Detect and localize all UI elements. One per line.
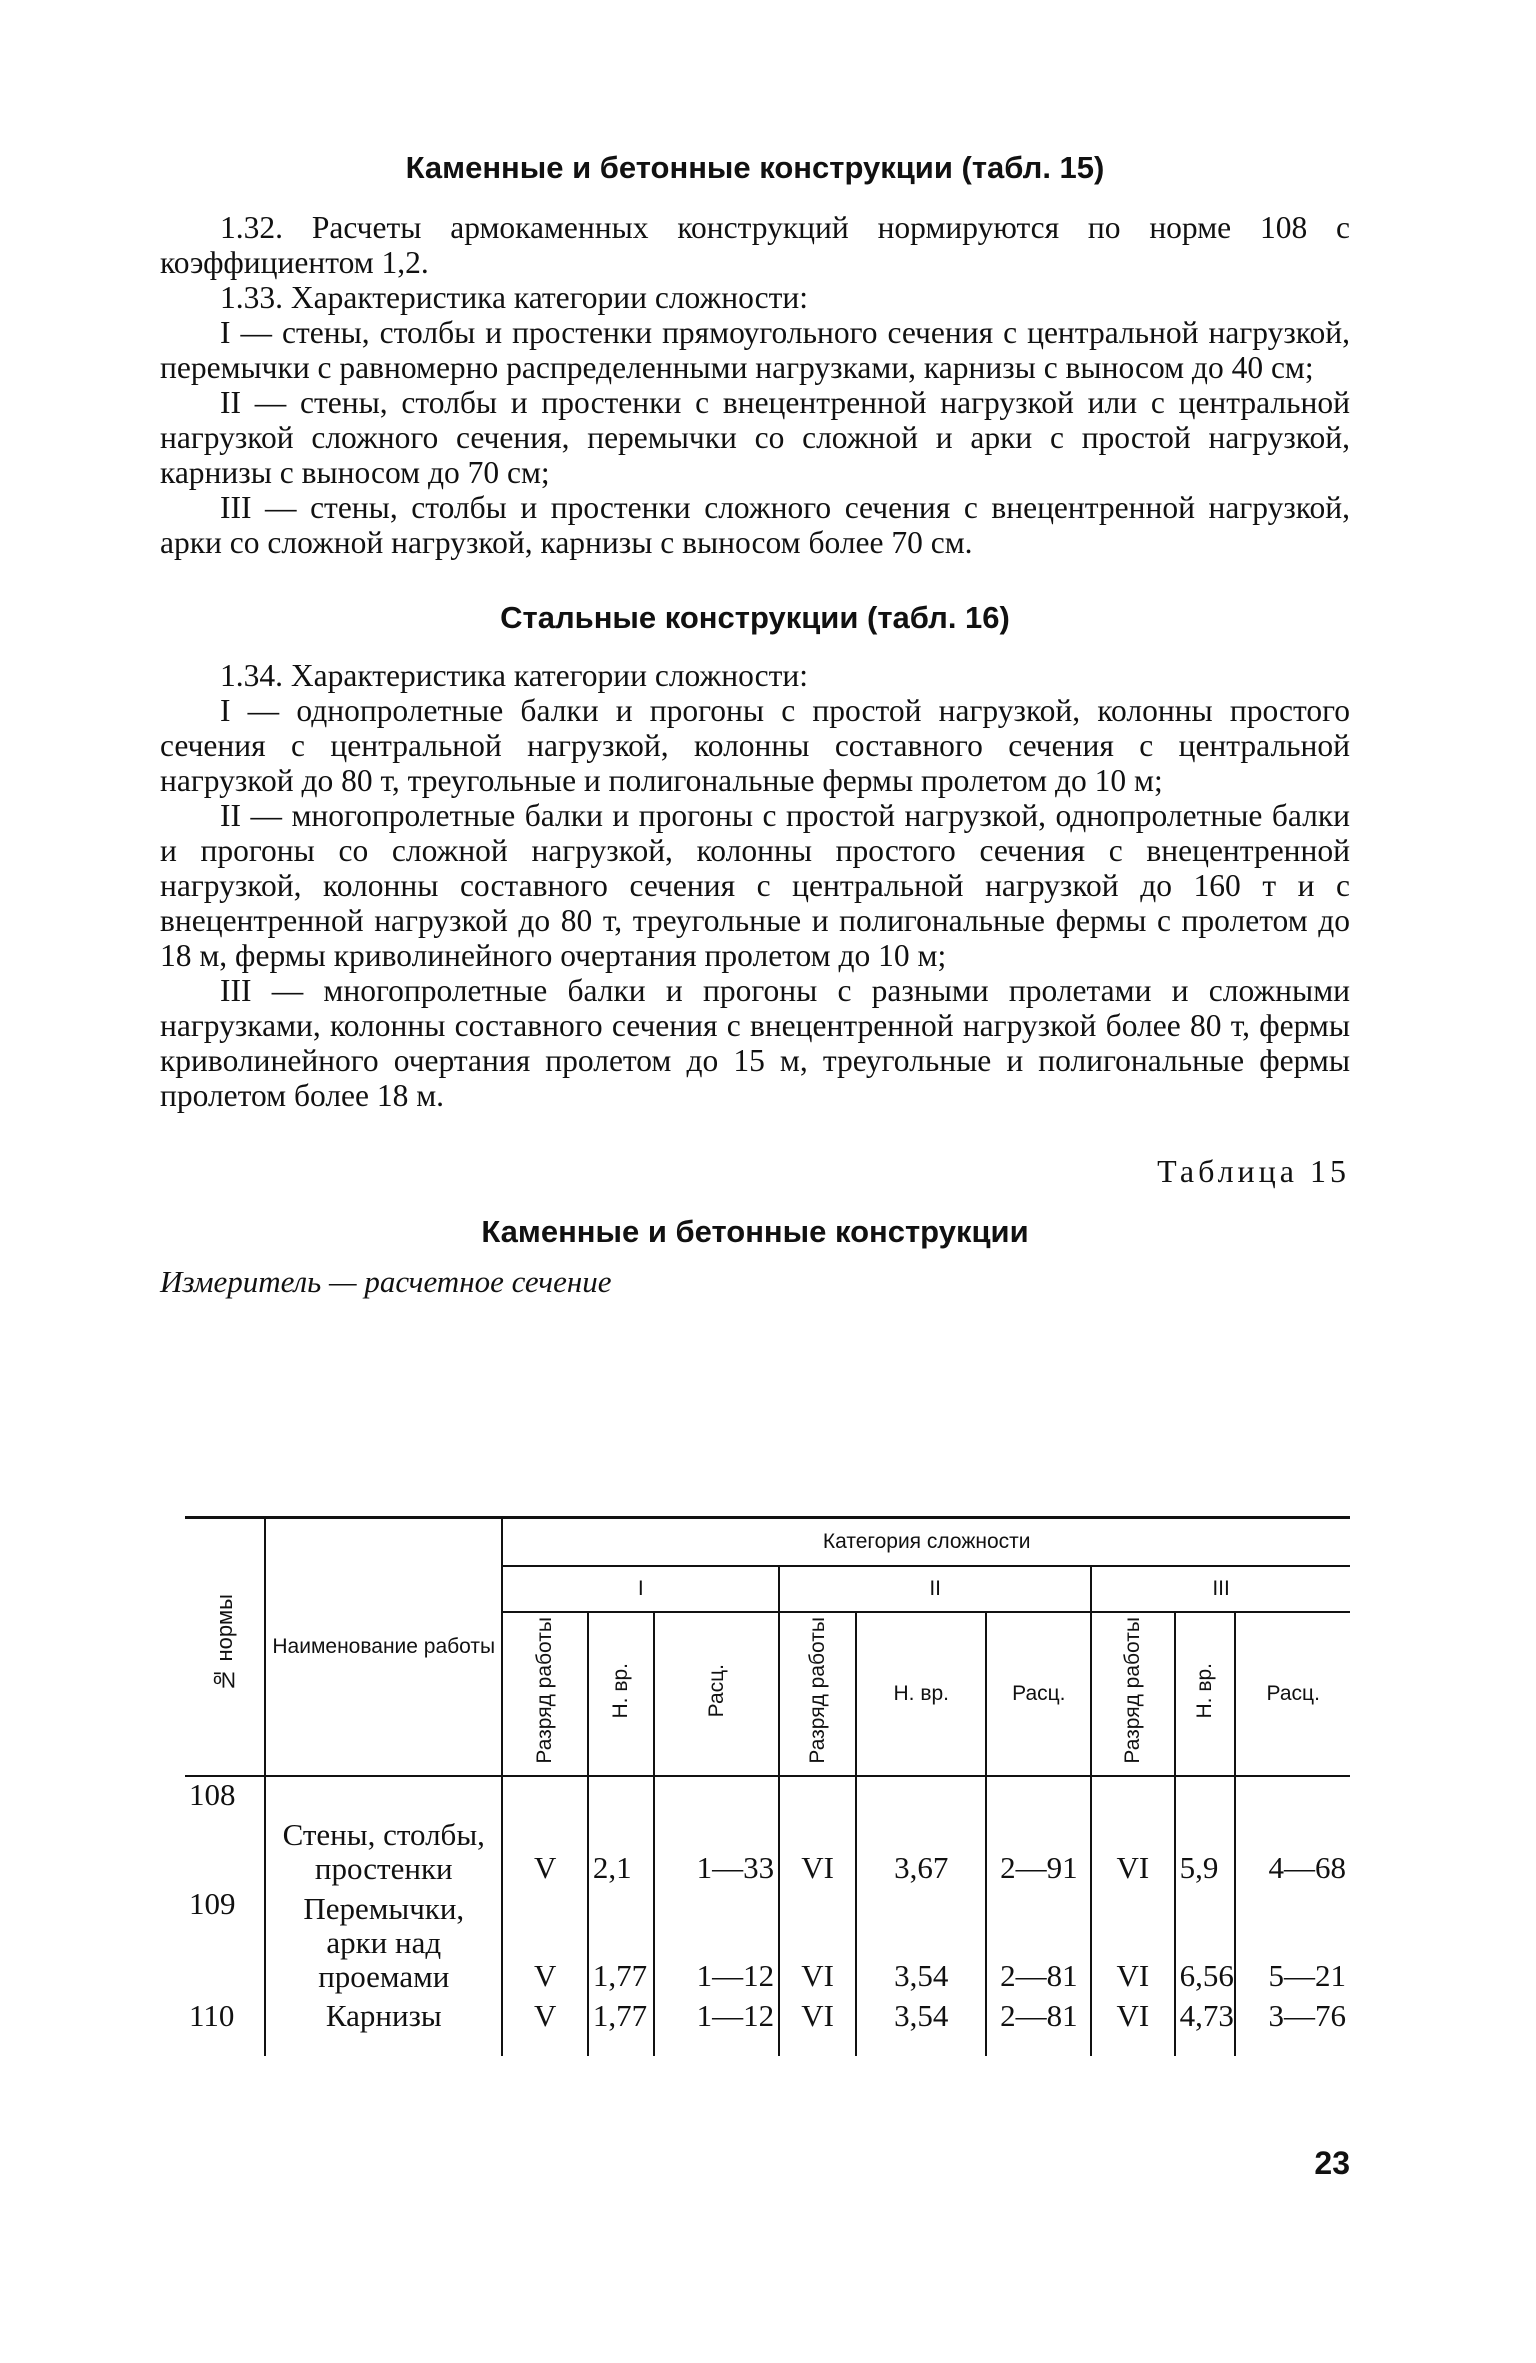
header-category-3: III — [1091, 1566, 1350, 1612]
row-rate-1: 1—12 — [654, 1886, 779, 1994]
row-time-1: 1,77 — [588, 1994, 654, 2056]
row-rate-3: 4—68 — [1235, 1776, 1350, 1886]
row-rate-3: 3—76 — [1235, 1994, 1350, 2056]
row-grade-2: VI — [779, 1886, 856, 1994]
header-grade-3: Разряд работы — [1120, 1617, 1144, 1764]
row-time-2: 3,67 — [856, 1776, 986, 1886]
paragraph-1-33: 1.33. Характеристика категории сложности: — [220, 280, 809, 315]
row-grade-3: VI — [1091, 1886, 1174, 1994]
row-rate-2: 2—81 — [986, 1994, 1091, 2056]
header-work-name-cell — [265, 1518, 502, 1776]
header-rate-2: Расц. — [986, 1612, 1091, 1776]
header-category-2: II — [779, 1566, 1091, 1612]
paragraph-category-1: I — стены, столбы и простенки прямоугольного сечения с центральной нагрузкой, перемычки с равномерно распределенными нагрузками, карнизы с выносом до 40 см; — [160, 315, 1350, 385]
paragraph-steel-category-3: III — многопролетные балки и прогоны с разными пролетами и сложными нагрузками, колонны составного сечения с внецентренной нагрузкой более 80 т, фермы криволинейного очертания пролетом до 15 м, треугольные и полигональные фермы пролетом более 18 м. — [160, 973, 1350, 1113]
paragraph-category-2: II — стены, столбы и простенки с внецентренной нагрузкой или с центральной нагрузкой сложного сечения, перемычки со сложной и арки с простой нагрузкой, карнизы с выносом до 70 см; — [160, 385, 1350, 490]
row-rate-1: 1—12 — [654, 1994, 779, 2056]
row-rate-3: 5—21 — [1235, 1886, 1350, 1994]
header-norm-no-cell — [185, 1518, 265, 1776]
row-grade-1: V — [502, 1776, 587, 1886]
section-heading-steel: Стальные конструкции (табл. 16) — [500, 600, 1010, 635]
row-work-name: Стены, столбы, простенки — [265, 1776, 502, 1886]
table-row — [185, 1994, 1350, 2056]
header-time-2: Н. вр. — [856, 1612, 986, 1776]
row-time-3: 5,9 — [1175, 1776, 1236, 1886]
section-heading-masonry: Каменные и бетонные конструкции (табл. 15) — [405, 150, 1105, 185]
header-norm-no: № нормы — [211, 1594, 237, 1694]
row-rate-2: 2—81 — [986, 1886, 1091, 1994]
page-content — [160, 150, 1350, 1300]
row-time-3: 6,56 — [1175, 1886, 1236, 1994]
header-work-name: Наименование работы — [272, 1634, 496, 1658]
paragraph-steel-category-2: II — многопролетные балки и прогоны с простой нагрузкой, однопролетные балки и прогоны со сложной нагрузкой, колонны простого сечения с внецентренной нагрузкой, колонны составного сечения с центральной нагрузкой до 160 т и с внецентренной нагрузкой до 80 т, треугольные и полигональные фермы с пролетом до 18 м, фермы криволинейного очертания пролетом до 10 м; — [160, 798, 1350, 973]
row-time-1: 2,1 — [588, 1776, 654, 1886]
page-number: 23 — [1314, 2145, 1350, 2181]
row-norm-no: 108 — [189, 1776, 236, 1812]
row-time-2: 3,54 — [856, 1994, 986, 2056]
paragraph-1-32: 1.32. Расчеты армокаменных конструкций нормируются по норме 108 с коэффициентом 1,2. — [160, 210, 1350, 280]
header-time-1: Н. вр. — [609, 1662, 632, 1719]
header-category: Категория сложности — [502, 1518, 1350, 1566]
row-grade-2: VI — [779, 1776, 856, 1886]
row-time-1: 1,77 — [588, 1886, 654, 1994]
table-row — [185, 1776, 1350, 1886]
header-grade-1: Разряд работы — [533, 1617, 557, 1764]
row-rate-2: 2—91 — [986, 1776, 1091, 1886]
row-work-name: Перемычки, арки над проемами — [265, 1886, 502, 1994]
header-rate-3: Расц. — [1235, 1612, 1350, 1776]
table-measure: Измеритель — расчетное сечение — [160, 1264, 612, 1299]
row-time-2: 3,54 — [856, 1886, 986, 1994]
row-time-3: 4,73 — [1175, 1994, 1236, 2056]
row-grade-3: VI — [1091, 1994, 1174, 2056]
row-grade-3: VI — [1091, 1776, 1174, 1886]
table-label: Таблица 15 — [1157, 1153, 1350, 1189]
paragraph-1-34: 1.34. Характеристика категории сложности: — [220, 658, 809, 693]
norms-table — [185, 1516, 1350, 2056]
row-grade-1: V — [502, 1886, 587, 1994]
header-category-1: I — [502, 1566, 779, 1612]
row-norm-no: 110 — [189, 1997, 235, 2033]
header-rate-1: Расц. — [704, 1663, 728, 1718]
header-grade-2: Разряд работы — [805, 1617, 829, 1764]
paragraph-category-3: III — стены, столбы и простенки сложного сечения с внецентренной нагрузкой, арки со сложной нагрузкой, карнизы с выносом более 70 см. — [160, 490, 1350, 560]
table-title: Каменные и бетонные конструкции — [481, 1214, 1029, 1249]
table-row — [185, 1886, 1350, 1994]
row-norm-no: 109 — [189, 1885, 236, 1921]
paragraph-steel-category-1: I — однопролетные балки и прогоны с простой нагрузкой, колонны простого сечения с центральной нагрузкой, колонны составного сечения с центральной нагрузкой до 80 т, треугольные и полигональные фермы пролетом до 10 м; — [160, 693, 1350, 798]
row-grade-1: V — [502, 1994, 587, 2056]
row-work-name: Карнизы — [265, 1994, 502, 2056]
row-grade-2: VI — [779, 1994, 856, 2056]
row-rate-1: 1—33 — [654, 1776, 779, 1886]
header-time-3: Н. вр. — [1193, 1662, 1217, 1719]
